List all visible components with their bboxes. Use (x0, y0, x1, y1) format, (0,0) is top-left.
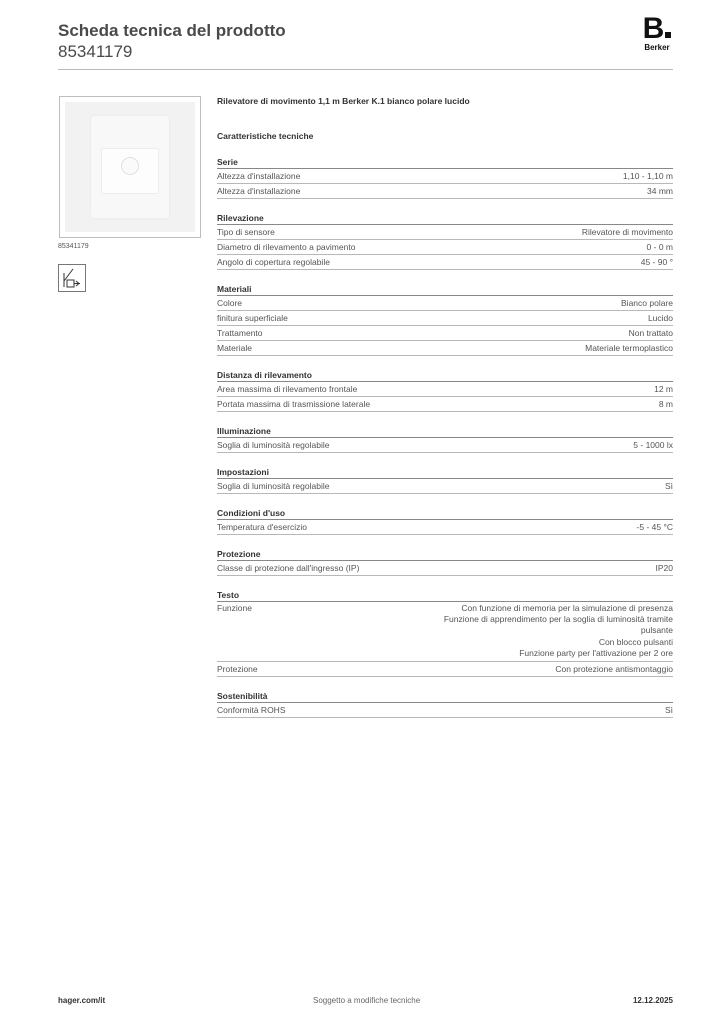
spec-value: 0 - 0 m (646, 242, 673, 252)
spec-group (217, 368, 673, 412)
spec-value: 12 m (654, 384, 673, 394)
spec-label: finitura superficiale (217, 313, 288, 323)
product-sensor-lens (121, 157, 139, 175)
spec-value: 8 m (658, 399, 673, 409)
spec-label: Trattamento (217, 328, 263, 338)
spec-group (217, 506, 673, 535)
spec-group-title: Materiali (217, 282, 673, 296)
spec-row (217, 296, 673, 311)
tech-heading: Caratteristiche tecniche (217, 131, 314, 141)
spec-row (217, 341, 673, 356)
footer-site: hager.com/it (58, 996, 106, 1005)
spec-label: Soglia di luminosità regolabile (217, 440, 330, 450)
spec-row (217, 311, 673, 326)
spec-group-title: Condizioni d'uso (217, 506, 673, 520)
spec-group (217, 547, 673, 576)
spec-group (217, 689, 673, 718)
spec-group (217, 465, 673, 494)
product-name: Rilevatore di movimento 1,1 m Berker K.1 bianco polare lucido (217, 96, 470, 106)
spec-label: Diametro di rilevamento a pavimento (217, 242, 356, 252)
spec-group-title: Serie (217, 155, 673, 169)
spec-group (217, 282, 673, 356)
spec-value: 34 mm (647, 186, 673, 196)
spec-label: Funzione (217, 603, 252, 613)
image-caption-code: 85341179 (58, 243, 89, 250)
spec-value: Bianco polare (621, 298, 673, 308)
spec-value: 5 - 1000 lx (633, 440, 673, 450)
spec-row (217, 479, 673, 494)
spec-group-title: Protezione (217, 547, 673, 561)
spec-label: Conformità ROHS (217, 705, 286, 716)
spec-row (217, 255, 673, 270)
spec-groups (217, 155, 673, 718)
spec-value-line: Con blocco pulsanti (598, 636, 673, 647)
spec-row (217, 561, 673, 576)
spec-group (217, 211, 673, 270)
spec-value: Materiale termoplastico (585, 343, 673, 353)
spec-value-line: Con funzione di memoria per la simulazione di presenza (461, 603, 673, 613)
spec-group-title: Illuminazione (217, 424, 673, 438)
spec-row (217, 602, 673, 662)
motion-detector-symbol-icon (58, 264, 86, 292)
page-footer (58, 996, 673, 1010)
logo-letter: B (642, 12, 665, 45)
spec-label: Angolo di copertura regolabile (217, 257, 330, 267)
spec-value: Lucido (647, 313, 673, 323)
logo-brand: Berker (644, 43, 670, 52)
spec-label: Colore (217, 298, 243, 308)
footer-date: 12.12.2025 (632, 996, 673, 1005)
document-title: Scheda tecnica del prodotto (58, 21, 286, 40)
spec-value: 1,10 - 1,10 m (622, 171, 673, 181)
spec-row (217, 703, 673, 718)
spec-group (217, 155, 673, 199)
spec-value: -5 - 45 °C (636, 522, 673, 532)
document-header (58, 20, 673, 70)
spec-row (217, 225, 673, 240)
spec-label: Materiale (217, 343, 252, 353)
spec-group-title: Rilevazione (217, 211, 673, 225)
spec-row (217, 438, 673, 453)
spec-label: Temperatura d'esercizio (217, 522, 307, 532)
spec-row (217, 240, 673, 255)
spec-value: IP20 (655, 563, 673, 573)
spec-content (217, 94, 673, 718)
spec-value-line: Funzione di apprendimento per la soglia di luminosità tramite (443, 614, 673, 625)
spec-group-title: Sostenibilità (217, 689, 673, 703)
spec-value: Sì (664, 705, 673, 716)
logo-dot (665, 32, 671, 38)
spec-label: Protezione (217, 664, 258, 675)
spec-value (444, 603, 673, 659)
spec-row (217, 397, 673, 412)
spec-group-title: Impostazioni (217, 465, 673, 479)
spec-label: Altezza d'installazione (217, 186, 301, 196)
product-image (59, 96, 201, 238)
spec-label: Portata massima di trasmissione laterale (217, 399, 371, 409)
spec-value-line: pulsante (640, 625, 673, 636)
spec-group (217, 588, 673, 677)
footer-note: Soggetto a modifiche tecniche (313, 996, 421, 1005)
spec-row (217, 184, 673, 199)
spec-row (217, 662, 673, 677)
spec-row (217, 326, 673, 341)
spec-value-line: Funzione party per l'attivazione per 2 ore (519, 647, 673, 658)
spec-row (217, 382, 673, 397)
spec-value: Non trattato (628, 328, 673, 338)
product-code: 85341179 (58, 42, 133, 61)
spec-value: 45 - 90 ° (640, 257, 673, 267)
spec-group-title: Distanza di rilevamento (217, 368, 673, 382)
product-photo (65, 102, 195, 232)
spec-label: Tipo di sensore (217, 227, 275, 237)
spec-group (217, 424, 673, 453)
spec-label: Area massima di rilevamento frontale (217, 384, 358, 394)
spec-row (217, 169, 673, 184)
spec-label: Classe di protezione dall'ingresso (IP) (217, 563, 360, 573)
spec-label: Soglia di luminosità regolabile (217, 481, 330, 491)
spec-group-title: Testo (217, 588, 673, 602)
header-divider (58, 69, 673, 70)
spec-row (217, 520, 673, 535)
spec-label: Altezza d'installazione (217, 171, 301, 181)
spec-value: Sì (664, 481, 673, 491)
berker-logo (640, 12, 674, 55)
spec-value: Rilevatore di movimento (581, 227, 673, 237)
spec-value: Con protezione antismontaggio (555, 664, 673, 675)
